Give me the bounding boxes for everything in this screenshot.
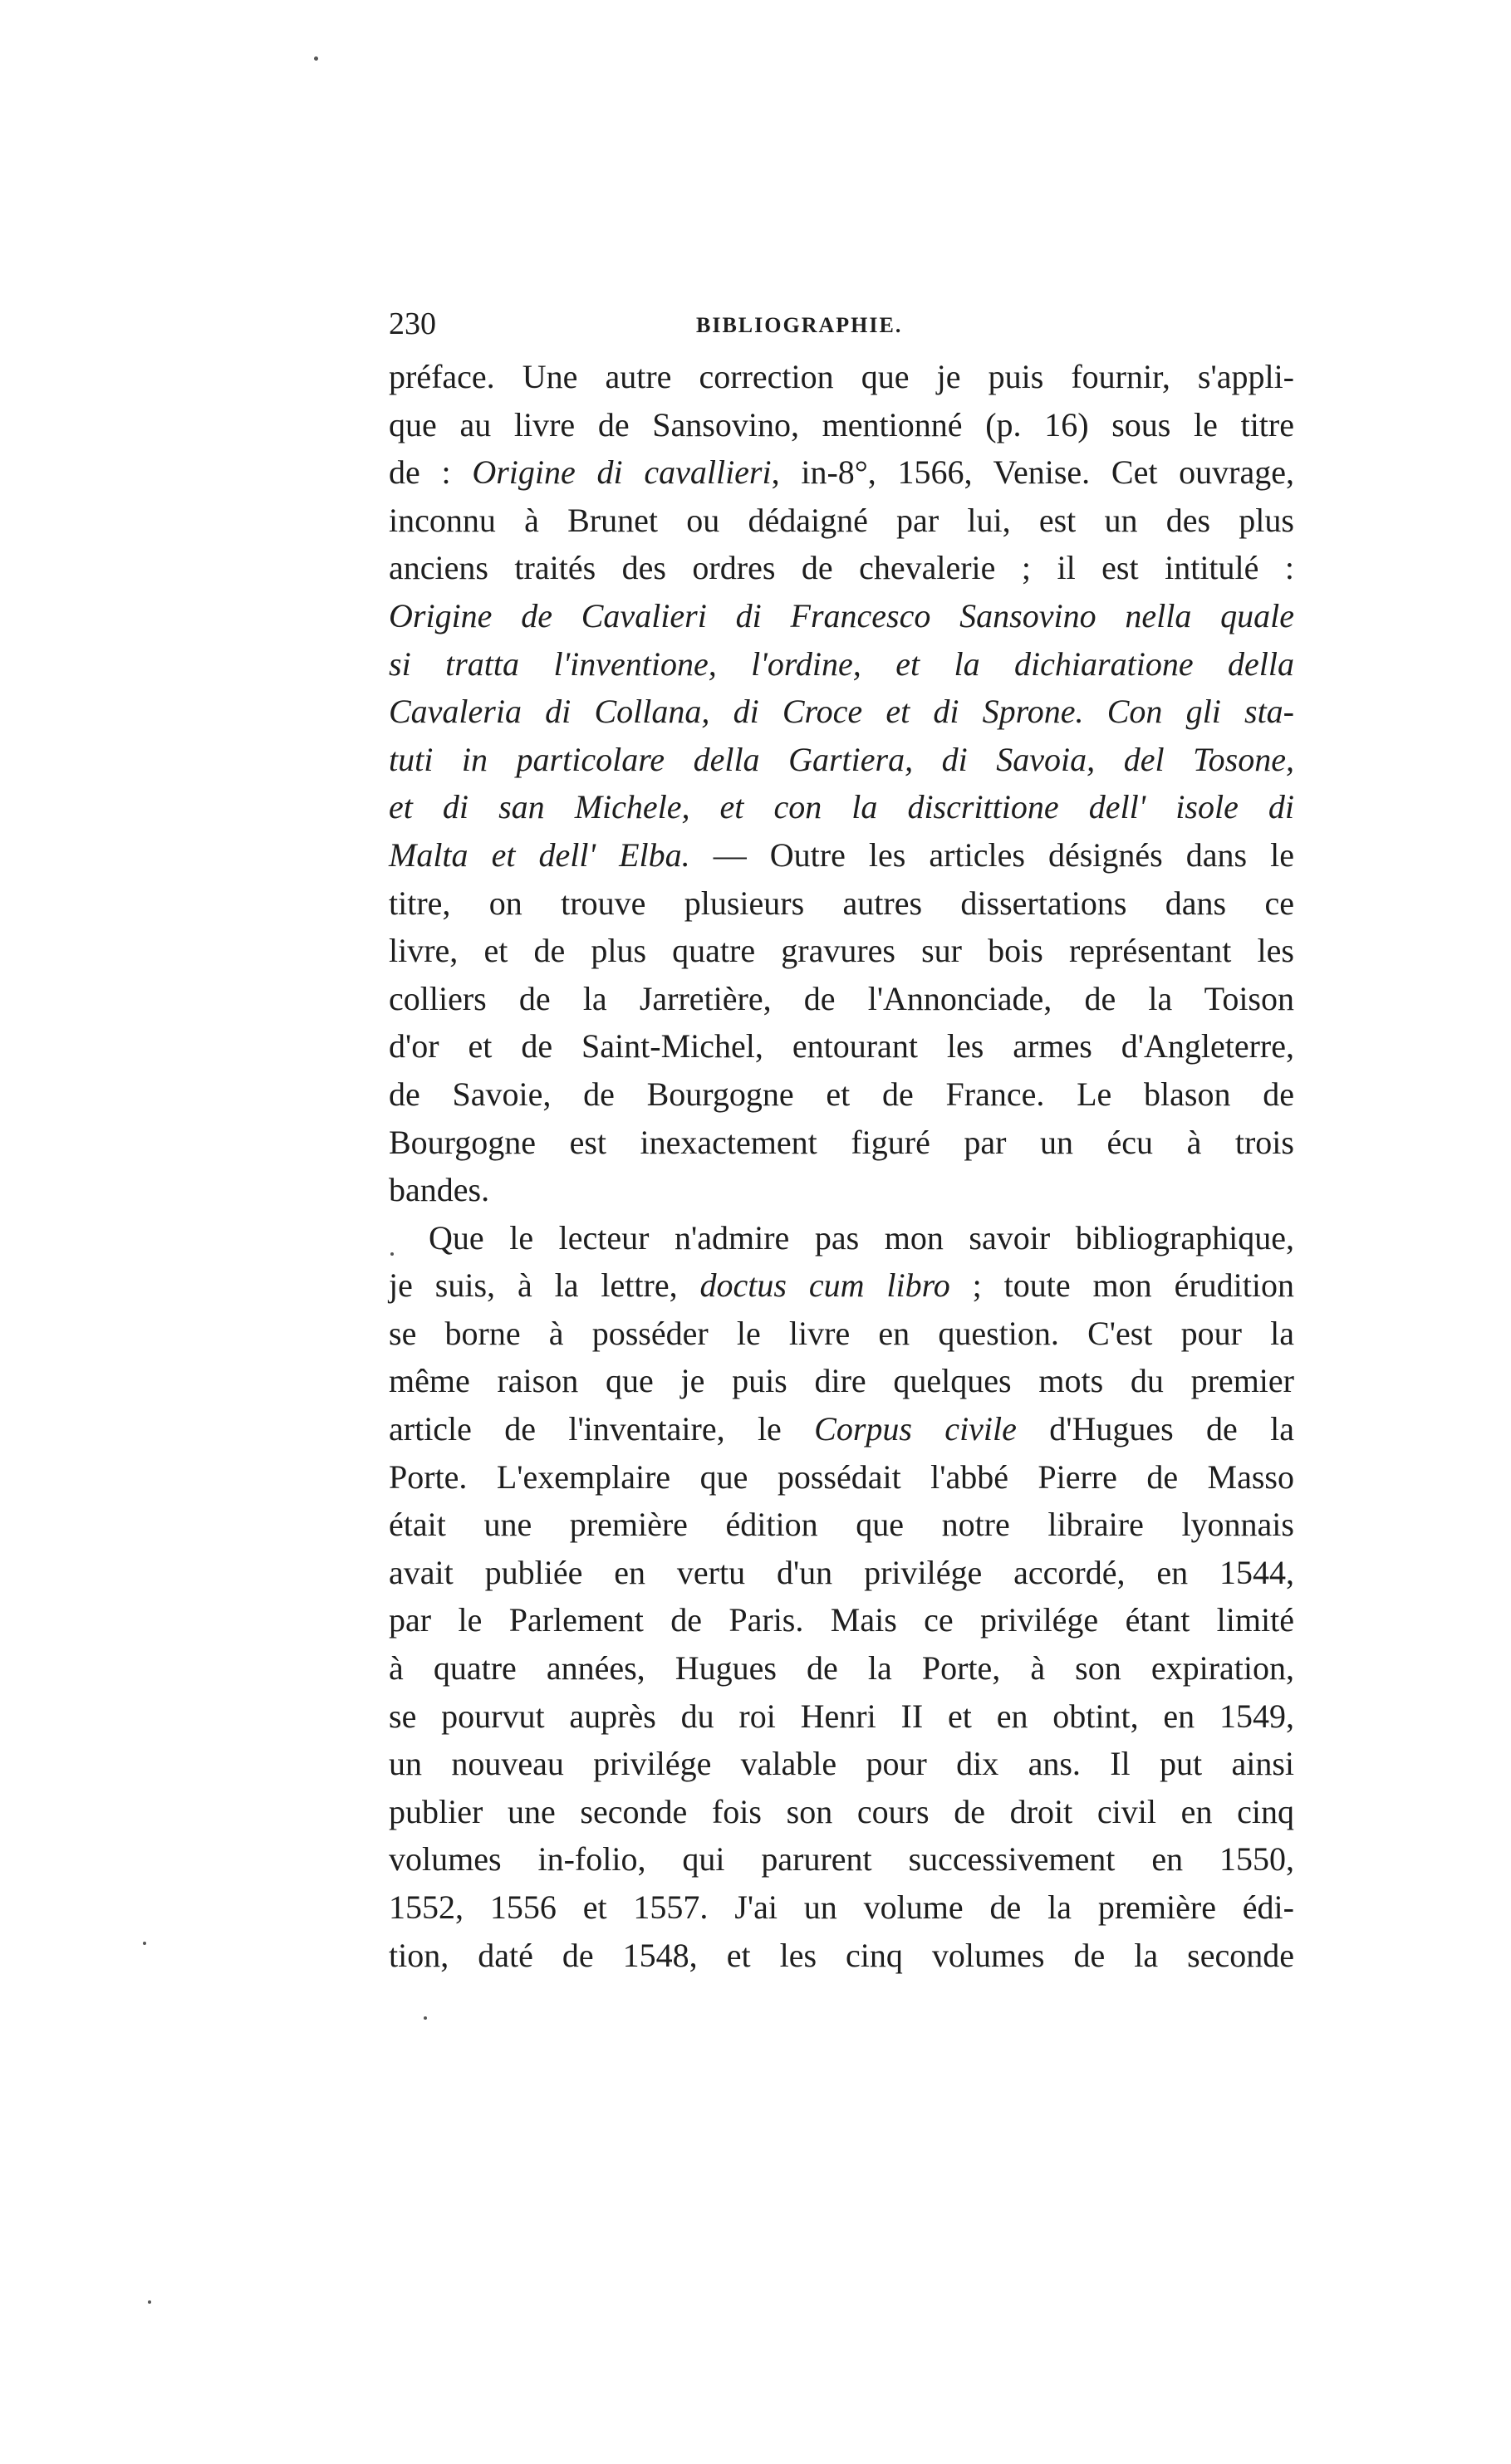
text-line <box>389 1549 1294 1597</box>
italic-text: Corpus civile <box>814 1410 1017 1448</box>
text-segment: 1552, 1556 et 1557. J'ai un volume de la première édi- <box>389 1888 1294 1926</box>
text-segment: livre, et de plus quatre gravures sur bois représentant les <box>389 932 1294 970</box>
text-line <box>389 544 1294 592</box>
text-segment: se borne à posséder le livre en question. C'est pour la <box>389 1314 1294 1352</box>
italic-text: doctus cum libro <box>699 1266 950 1305</box>
text-segment: ; toute mon érudition <box>949 1266 1294 1305</box>
text-line <box>389 831 1294 879</box>
text-segment: avait publiée en vertu d'un privilége accordé, en 1544, <box>389 1553 1294 1591</box>
text-line <box>389 1166 1294 1214</box>
text-line <box>389 353 1294 401</box>
text-segment: je suis, à la lettre, <box>389 1266 700 1305</box>
text-segment: d'Hugues de la <box>1016 1410 1294 1448</box>
text-line <box>389 1310 1294 1358</box>
text-segment: se pourvut auprès du roi Henri II et en obtint, en 1549, <box>389 1697 1294 1735</box>
text-segment: anciens traités des ordres de chevalerie ; il est intitulé : <box>389 549 1294 587</box>
text-line <box>389 1022 1294 1070</box>
text-segment: même raison que je puis dire quelques mots du premier <box>389 1362 1294 1400</box>
text-line <box>389 1692 1294 1741</box>
scan-speck <box>148 2300 151 2304</box>
text-line <box>389 1596 1294 1644</box>
text-line <box>389 401 1294 449</box>
text-line <box>389 448 1294 497</box>
text-line <box>389 1835 1294 1884</box>
scan-speck <box>424 2016 427 2020</box>
scan-speck <box>314 56 318 61</box>
text-segment: Bourgogne est inexactement figuré par un écu à trois <box>389 1123 1294 1161</box>
text-line <box>389 1453 1294 1501</box>
italic-text: Malta et dell' Elba. <box>389 835 690 874</box>
text-line <box>389 1070 1294 1119</box>
text-segment: article de l'inventaire, le <box>389 1410 815 1448</box>
text-line <box>389 592 1294 640</box>
scan-speck <box>143 1942 146 1945</box>
text-segment: à quatre années, Hugues de la Porte, à son expiration, <box>389 1649 1294 1688</box>
text-line <box>389 1501 1294 1549</box>
italic-text: Origine di cavallieri <box>472 453 772 492</box>
text-segment: de Savoie, de Bourgogne et de France. Le blason de <box>389 1075 1294 1113</box>
text-line <box>389 1119 1294 1167</box>
text-segment: était une première édition que notre libraire lyonnais <box>389 1506 1294 1544</box>
italic-text: Origine de Cavalieri di Francesco Sansovino nella quale <box>389 596 1294 634</box>
text-segment: préface. Une autre correction que je puis fournir, s'appli- <box>389 358 1294 395</box>
italic-text: tuti in particolare della Gartiera, di Savoia, del Tosone, <box>389 740 1294 778</box>
text-line <box>389 497 1294 545</box>
italic-text: et di san Michele, et con la discrittione dell' isole di <box>389 788 1294 826</box>
text-segment: publier une seconde fois son cours de droit civil en cinq <box>389 1792 1294 1830</box>
text-segment: volumes in-folio, qui parurent successivement en 1550, <box>389 1840 1294 1879</box>
body-text <box>389 353 1294 1979</box>
text-segment: inconnu à Brunet ou dédaigné par lui, est un des plus <box>389 501 1294 539</box>
text-line <box>389 1261 1294 1310</box>
text-line <box>389 1214 1294 1262</box>
text-line <box>389 975 1294 1023</box>
text-segment: Porte. L'exemplaire que possédait l'abbé Pierre de Masso <box>389 1457 1294 1496</box>
text-line <box>389 1644 1294 1692</box>
text-segment: tion, daté de 1548, et les cinq volumes de la seconde <box>389 1936 1294 1974</box>
text-line <box>389 879 1294 928</box>
text-segment: Que le lecteur n'admire pas mon savoir bibliographique, <box>429 1218 1294 1256</box>
text-line <box>389 736 1294 784</box>
text-segment: que au livre de Sansovino, mentionné (p. 16) sous le titre <box>389 405 1294 443</box>
text-line <box>389 1740 1294 1788</box>
running-title: BIBLIOGRAPHIE. <box>696 313 903 337</box>
text-segment: titre, on trouve plusieurs autres dissertations dans ce <box>389 884 1294 922</box>
text-line <box>389 1405 1294 1453</box>
text-line <box>389 688 1294 736</box>
page-number: 230 <box>389 306 436 341</box>
text-line <box>389 927 1294 975</box>
italic-text: si tratta l'inventione, l'ordine, et la dichiaratione della <box>389 644 1294 683</box>
text-line <box>389 1884 1294 1932</box>
text-segment: , in-8°, 1566, Venise. Cet ouvrage, <box>771 453 1294 492</box>
scan-speck <box>390 1252 394 1256</box>
text-segment: — Outre les articles désignés dans le <box>689 835 1295 874</box>
text-segment: d'or et de Saint-Michel, entourant les armes d'Angleterre, <box>389 1027 1294 1065</box>
text-segment: colliers de la Jarretière, de l'Annonciade, de la Toison <box>389 979 1294 1017</box>
page-header <box>389 297 1294 350</box>
text-line <box>389 783 1294 831</box>
text-segment: par le Parlement de Paris. Mais ce privilége étant limité <box>389 1601 1294 1639</box>
text-line <box>389 1932 1294 1980</box>
text-segment: de : <box>389 453 473 492</box>
text-segment: bandes. <box>389 1171 490 1209</box>
italic-text: Cavaleria di Collana, di Croce et di Sprone. Con gli sta- <box>389 693 1294 731</box>
text-segment: un nouveau privilége valable pour dix ans. Il put ainsi <box>389 1745 1294 1783</box>
text-line <box>389 1357 1294 1405</box>
text-line <box>389 1788 1294 1836</box>
text-line <box>389 640 1294 688</box>
